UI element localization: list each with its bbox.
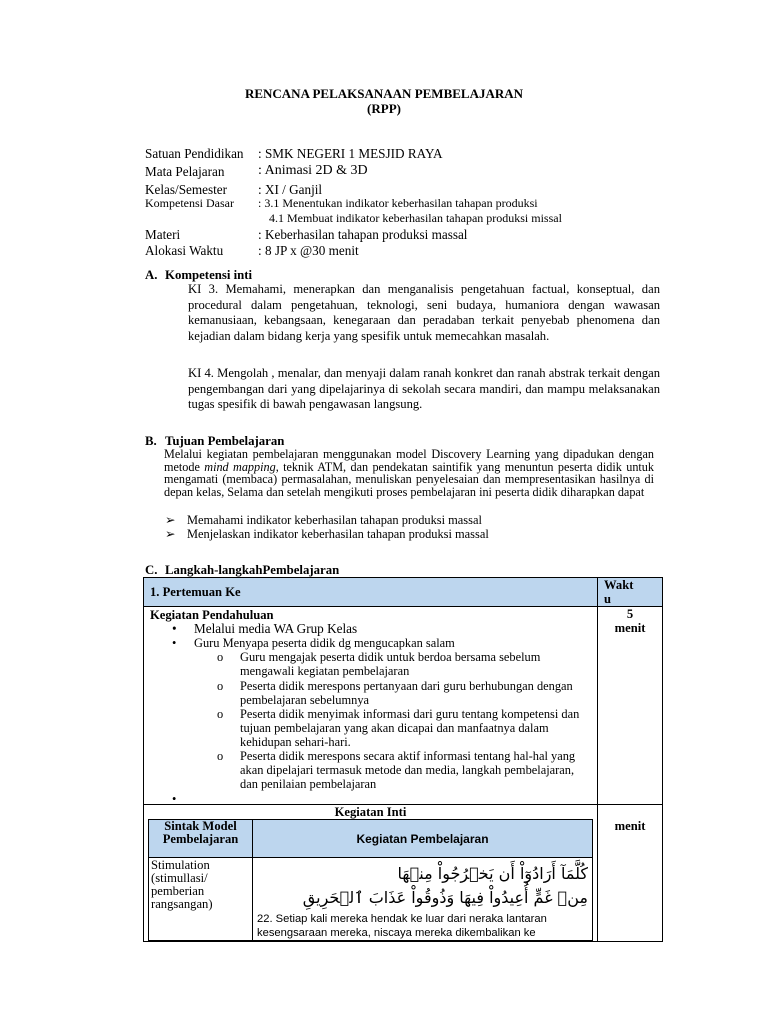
- inner-header-row: [149, 820, 593, 858]
- bullet-2: [172, 637, 455, 651]
- section-a-heading: [145, 268, 252, 283]
- arabic-verse-line-1: كُلَّمَآ أَرَادُوٓاْ أَن يَخۡرُجُواْ مِنۡهَا: [397, 864, 588, 883]
- bullet-1-text: Melalui media WA Grup Kelas: [194, 621, 358, 636]
- tujuan-text-1: Melalui kegiatan pembelajaran menggunakan model Discovery Learning yang dipadukan dengan metode: [164, 447, 654, 474]
- materi-label: Materi: [145, 227, 181, 242]
- header-waktu-line2: u: [604, 592, 612, 606]
- section-a-letter: A.: [145, 268, 158, 282]
- inti-cell: [144, 805, 598, 942]
- kd-value-1: : 3.1 Menentukan indikator keberhasilan tahapan produksi: [258, 196, 538, 210]
- sub-marker-4: o: [217, 749, 224, 763]
- kd-label: Kompetensi Dasar: [145, 196, 234, 210]
- bullet-dot-icon: •: [172, 636, 177, 650]
- section-b-title: Tujuan Pembelajaran: [165, 434, 285, 448]
- inti-time: menit: [598, 805, 663, 942]
- tujuan-item-2-text: Menjelaskan indikator keberhasilan tahapan produksi massal: [187, 527, 489, 541]
- tujuan-item-1-text: Memahami indikator keberhasilan tahapan produksi massal: [187, 513, 482, 527]
- stimulation-row: [149, 858, 593, 941]
- verse-translation: 22. Setiap kali mereka hendak ke luar dari neraka lantaran kesengsaraan mereka, niscaya mereka dikembalikan ke: [257, 913, 547, 939]
- kelas-label: Kelas/Semester: [145, 182, 228, 197]
- arrow-bullet-icon: ➢: [165, 513, 176, 527]
- section-c-title: Langkah-langkahPembelajaran: [165, 563, 340, 577]
- header-waktu-line1: Wakt: [604, 578, 634, 592]
- stimulation-label: Stimulation (stimullasi/ pemberian rangsangan): [149, 858, 253, 941]
- header-waktu: [598, 578, 663, 607]
- pendahuluan-time-value: 5: [626, 607, 634, 621]
- table-header-row: [144, 578, 663, 607]
- section-a-title: Kompetensi inti: [165, 268, 253, 282]
- empty-bullet: •: [172, 792, 177, 806]
- sub-marker-1: o: [217, 650, 224, 664]
- sub-item-4: Peserta didik merespons secara aktif informasi tentang hal-hal yang akan dipelajari termasuk metode dan media, langkah pembelajaran, dan penilaian pembelajaran: [240, 749, 576, 791]
- section-c-heading: [145, 563, 339, 578]
- alokasi-value: : 8 JP x @30 menit: [258, 243, 359, 258]
- mapel-value: : Animasi 2D & 3D: [258, 163, 368, 178]
- section-b-letter: B.: [145, 434, 157, 448]
- sub-item-2: Peserta didik merespons pertanyaan dari guru berhubungan dengan pembelajaran sebelumnya: [240, 679, 573, 707]
- header-pertemuan: 1. Pertemuan Ke: [144, 578, 598, 607]
- pendahuluan-row: [144, 607, 663, 805]
- satuan-value: : SMK NEGERI 1 MESJID RAYA: [258, 146, 443, 161]
- arrow-bullet-icon: ➢: [165, 527, 176, 541]
- materi-value: : Keberhasilan tahapan produksi massal: [258, 227, 468, 242]
- tujuan-emphasis: mind mapping: [204, 459, 276, 474]
- arabic-verse-line-2: مِنۡ غَمٍّ أُعِيدُواْ فِيهَا وَذُوقُواْ عَذَابَ ٱلۡحَرِيقِ: [302, 888, 588, 907]
- pendahuluan-time: [598, 607, 663, 805]
- satuan-label: Satuan Pendidikan: [145, 146, 244, 161]
- inti-title: Kegiatan Inti: [334, 805, 407, 819]
- mapel-label: Mata Pelajaran: [145, 164, 225, 179]
- sub-item-1: Guru mengajak peserta didik untuk berdoa bersama sebelum mengawali kegiatan pembelajaran: [240, 650, 541, 678]
- inner-header-kegiatan: Kegiatan Pembelajaran: [253, 820, 593, 858]
- bullet-1: [172, 622, 357, 636]
- inti-inner-table: [148, 819, 593, 941]
- kd-value-2: 4.1 Membuat indikator keberhasilan tahapan produksi missal: [269, 211, 562, 225]
- bullet-2-text: Guru Menyapa peserta didik dg mengucapkan salam: [194, 636, 455, 650]
- tujuan-item-2: [165, 526, 489, 542]
- document-title: RENCANA PELAKSANAAN PEMBELAJARAN: [244, 86, 524, 101]
- inti-row: [144, 805, 663, 942]
- inner-header-sintak: Sintak Model Pembelajaran: [149, 820, 253, 858]
- section-c-letter: C.: [145, 563, 158, 577]
- pendahuluan-time-unit: menit: [614, 621, 646, 635]
- bullet-dot-icon: •: [172, 621, 177, 636]
- sub-marker-3: o: [217, 707, 224, 721]
- langkah-table: [143, 577, 663, 942]
- document-subtitle: (RPP): [367, 101, 401, 116]
- stimulation-content: [253, 858, 593, 941]
- ki4-paragraph: KI 4. Mengolah , menalar, dan menyaji dalam ranah konkret dan ranah abstrak terkait dengan pengembangan dari yang dipelajarinya di sekolah secara mandiri, dan mampu melaksanakan tugas spesifik di bawah pengawasan langsung.: [188, 366, 660, 411]
- kelas-value: : XI / Ganjil: [258, 182, 323, 197]
- pendahuluan-cell: [144, 607, 598, 805]
- pendahuluan-title: Kegiatan Pendahuluan: [150, 608, 274, 622]
- sub-item-3: Peserta didik menyimak informasi dari guru tentang kompetensi dan tujuan pembelajaran yang akan dicapai dan manfaatnya dalam kehidupan sehari-hari.: [240, 707, 580, 749]
- tujuan-paragraph: [164, 448, 654, 498]
- tujuan-text-2: , teknik ATM, dan pendekatan saintifik yang menuntun peserta didik untuk mengamati (membaca) permasalahan, menuliskan penyelesaian dan mempresentasikan hasilnya di depan kelas, Selama dan setelah mengikuti proses pembelajaran ini peserta didik diharapkan dapat: [164, 459, 654, 499]
- alokasi-label: Alokasi Waktu: [145, 243, 224, 258]
- ki3-paragraph: KI 3. Memahami, menerapkan dan menganalisis pengetahuan factual, konseptual, dan procedural dalam pengetahuan, teknologi, seni budaya, humaniora dengan wawasan kemanusiaan, kebangsaan, kenegaraan dan peradaban terkait penyebab phenomena dan kejadian dalam bidang kerja yang spesifik untuk memecahkan masalah.: [188, 282, 660, 343]
- sub-marker-2: o: [217, 679, 224, 693]
